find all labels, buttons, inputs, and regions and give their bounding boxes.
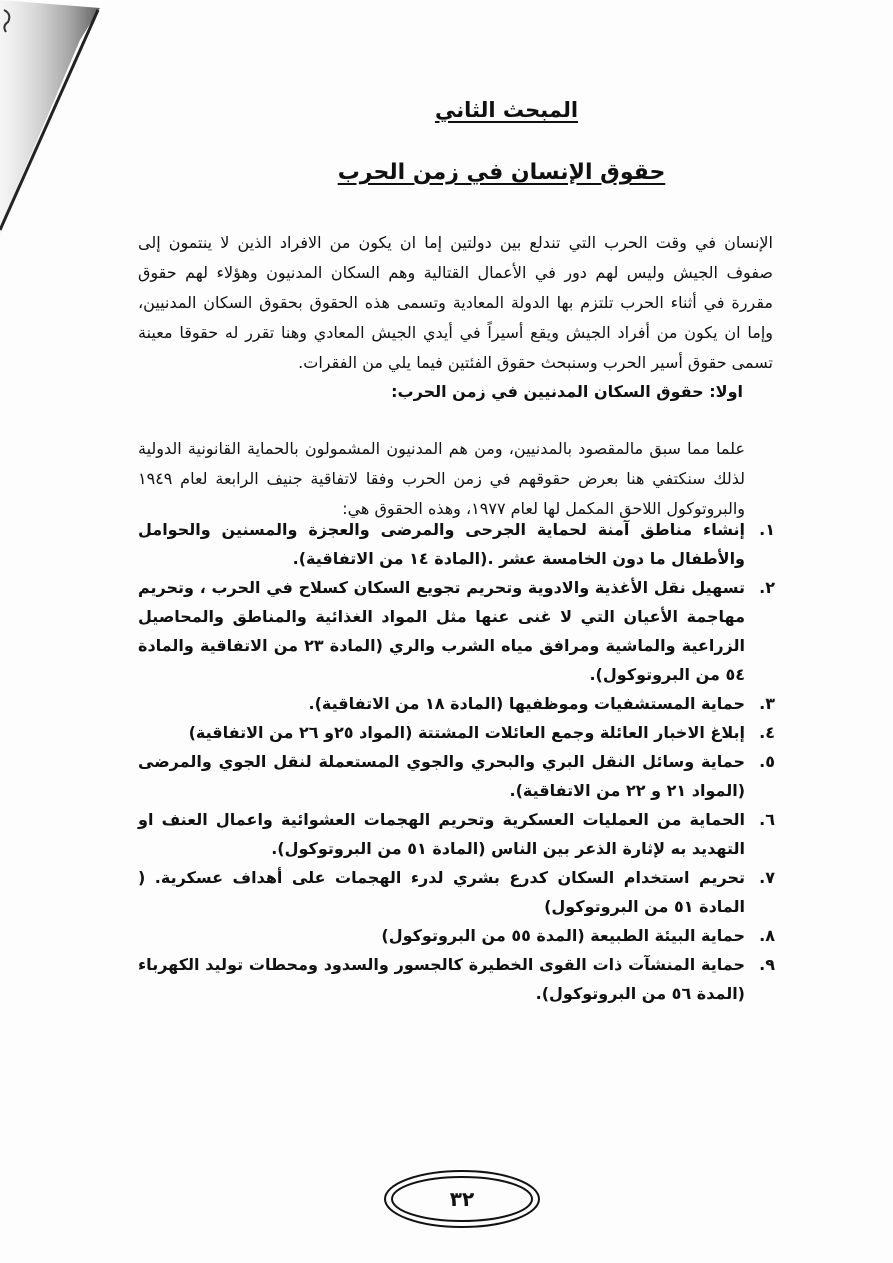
main-title: حقوق الإنسان في زمن الحرب <box>337 160 666 185</box>
section-heading: اولا: حقوق السكان المدنيين في زمن الحرب: <box>391 382 743 401</box>
list-item <box>138 689 775 718</box>
list-item-number: ١. <box>759 520 775 539</box>
list-item-number: ٩. <box>759 955 775 974</box>
list-item-text: حماية وسائل النقل البري والبحري والجوي المستعملة لنقل الجوي والمرضى (المواد ٢١ و ٢٢ من الاتفاقية). <box>138 752 745 800</box>
section-intro-paragraph: علما مما سبق مالمقصود بالمدنيين، ومن هم المدنيون المشمولون بالحماية القانونية الدولية لذلك سنكتفي هنا بعرض حقوقهم في زمن الحرب وفقا لاتفاقية جنيف الرابعة لعام ١٩٤٩ والبروتوكول اللاحق المكمل لها لعام ١٩٧٧، وهذه الحقوق هي: <box>138 439 745 518</box>
list-item-text: تسهيل نقل الأغذية والادوية وتحريم تجويع السكان كسلاح في الحرب ، وتحريم مهاجمة الأعيان التي لا غنى عنها مثل المواد الغذائية والمناطق والمحاصيل الزراعية والماشية ومرافق مياه الشرب والري (المادة ٢٣ من الاتفاقية والمادة ٥٤ من البروتوكول). <box>138 578 745 684</box>
list-item <box>138 950 775 1008</box>
list-item <box>138 805 775 863</box>
list-item-number: ٤. <box>759 723 775 742</box>
list-item-number: ٢. <box>759 578 775 597</box>
page-number-frame <box>382 1168 542 1230</box>
list-item-text: حماية البيئة الطبيعة (المدة ٥٥ من البروتوكول) <box>381 926 745 945</box>
page-number: ٣٢ <box>449 1187 475 1211</box>
intro-paragraph: الإنسان في وقت الحرب التي تندلع بين دولتين إما ان يكون من الافراد الذين لا ينتمون إلى صفوف الجيش وليس لهم دور في الأعمال القتالية وهم السكان المدنيون وهؤلاء لهم حقوق مقررة في أثناء الحرب تلتزم بها الدولة المعادية وتسمى هذه الحقوق بحقوق السكان المدنيين، وإما ان يكون من أفراد الجيش ويقع أسيراً في أيدي الجيش المعادي وهنا تقرر له حقوقا معينة تسمى حقوق أسير الحرب وسنبحث حقوق الفئتين فيما يلي من الفقرات. <box>138 233 773 372</box>
list-item <box>138 573 775 689</box>
rights-list <box>138 515 775 1008</box>
list-item <box>138 718 775 747</box>
list-item-number: ٣. <box>759 694 775 713</box>
list-item-number: ٦. <box>759 810 775 829</box>
list-item-number: ٥. <box>759 752 775 771</box>
list-item-text: الحماية من العمليات العسكرية وتحريم الهجمات العشوائية واعمال العنف او التهديد به لإثارة الذعر بين الناس (المادة ٥١ من البروتوكول). <box>138 810 745 858</box>
list-item-number: ٧. <box>759 868 775 887</box>
list-item-text: حماية المنشآت ذات القوى الخطيرة كالجسور والسدود ومحطات توليد الكهرباء (المدة ٥٦ من البروتوكول). <box>138 955 745 1003</box>
list-item <box>138 863 775 921</box>
list-item-text: إنشاء مناطق آمنة لحماية الجرحى والمرضى والعجزة والمسنين والحوامل والأطفال ما دون الخامسة عشر .(المادة ١٤ من الاتفاقية). <box>138 520 745 568</box>
chapter-title: المبحث الثاني <box>434 98 579 122</box>
scan-edge-shadow <box>0 0 110 240</box>
list-item <box>138 921 775 950</box>
list-item <box>138 515 775 573</box>
list-item-text: تحريم استخدام السكان كدرع بشري لدرء الهجمات على أهداف عسكرية. ( المادة ٥١ من البروتوكول) <box>138 868 745 916</box>
list-item-text: حماية المستشفيات وموظفيها (المادة ١٨ من الاتفاقية). <box>308 694 745 713</box>
list-item <box>138 747 775 805</box>
list-item-text: إبلاغ الاخبار العائلة وجمع العائلات المشتتة (المواد ٢٥و ٢٦ من الاتفاقية) <box>188 723 745 742</box>
list-item-number: ٨. <box>759 926 775 945</box>
